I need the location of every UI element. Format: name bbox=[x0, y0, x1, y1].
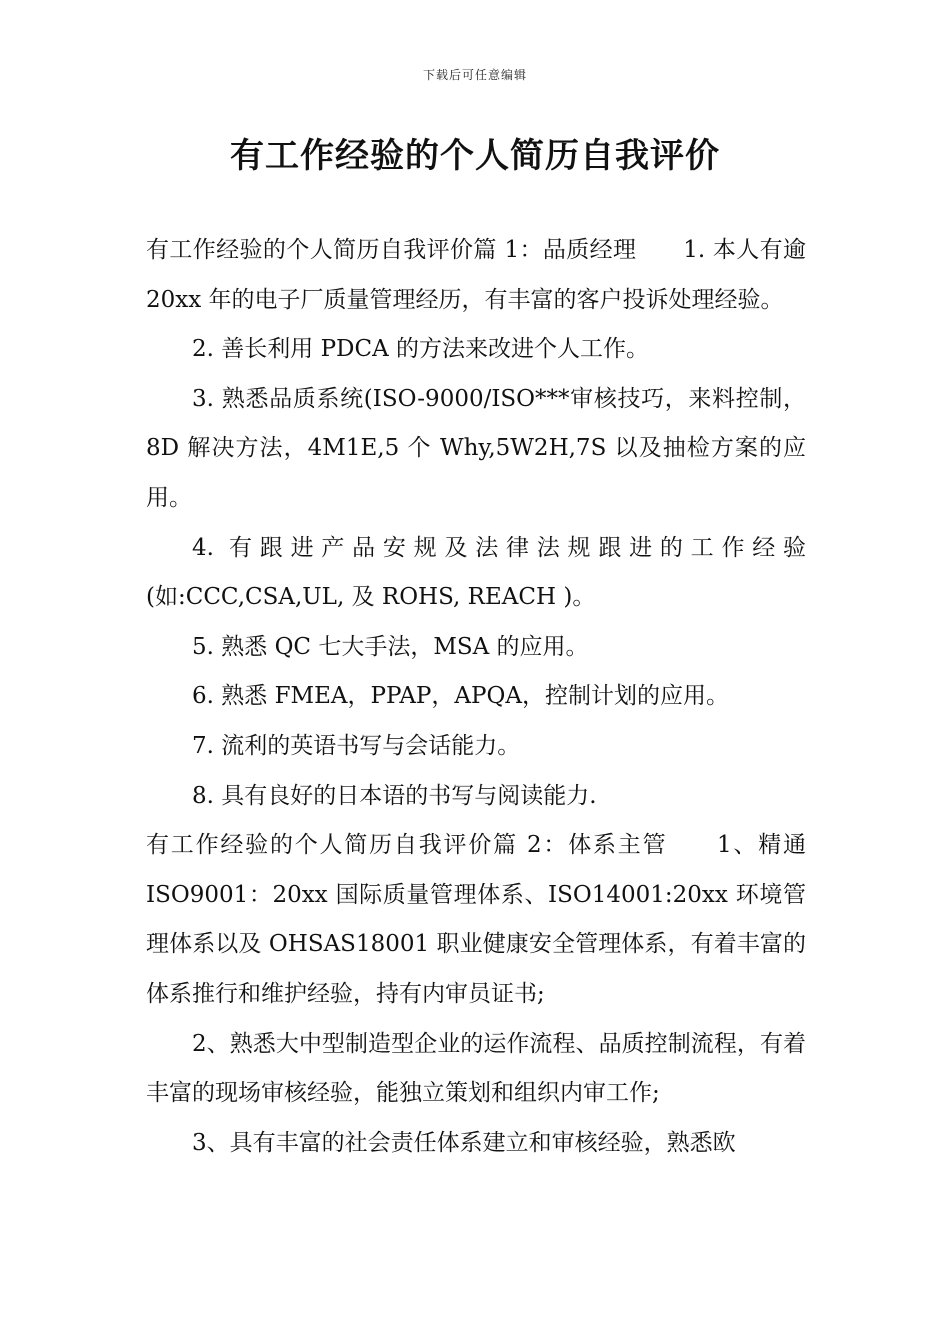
paragraph-item-8: 8. 具有良好的日本语的书写与阅读能力. bbox=[192, 782, 597, 809]
header-note: 下载后可任意编辑 bbox=[422, 68, 527, 82]
document-title: 有工作经验的个人简历自我评价 bbox=[230, 136, 720, 176]
paragraph-item-2: 2. 善长利用 PDCA 的方法来改进个人工作。 bbox=[192, 336, 650, 363]
paragraph-section-2-item-2: 2、熟悉大中型制造型企业的运作流程、品质控制流程，有着丰富的现场审核经验，能独立策划和组织内审工作; bbox=[146, 1030, 806, 1107]
paragraph-item-4: 4. 有跟进产品安规及法律法规跟进的工作经验(如:CCC,CSA,UL, 及 ROHS, REACH )。 bbox=[146, 534, 806, 611]
paragraph-section-2-item-3: 3、具有丰富的社会责任体系建立和审核经验，熟悉欧 bbox=[192, 1129, 736, 1156]
paragraph-section-2-intro: 有工作经验的个人简历自我评价篇 2：体系主管 1、精通 ISO9001：20xx 国际质量管理体系、ISO14001:20xx 环境管理体系以及 OHSAS18001 职业健康安全管理体系，有着丰富的体系推行和维护经验，持有内审员证书; bbox=[146, 832, 806, 1007]
paragraph-item-3: 3. 熟悉品质系统(ISO-9000/ISO***审核技巧，来料控制，8D 解决方法，4M1E,5 个 Why,5W2H,7S 以及抽检方案的应用。 bbox=[146, 385, 806, 511]
paragraph-item-7: 7. 流利的英语书写与会话能力。 bbox=[192, 732, 521, 759]
paragraph-section-1-intro: 有工作经验的个人简历自我评价篇 1：品质经理 1. 本人有逾 20xx 年的电子厂质量管理经历，有丰富的客户投诉处理经验。 bbox=[146, 237, 806, 313]
document-body bbox=[146, 226, 806, 1168]
paragraph-item-6: 6. 熟悉 FMEA，PPAP，APQA，控制计划的应用。 bbox=[192, 683, 729, 710]
paragraph-item-5: 5. 熟悉 QC 七大手法，MSA 的应用。 bbox=[192, 633, 589, 660]
